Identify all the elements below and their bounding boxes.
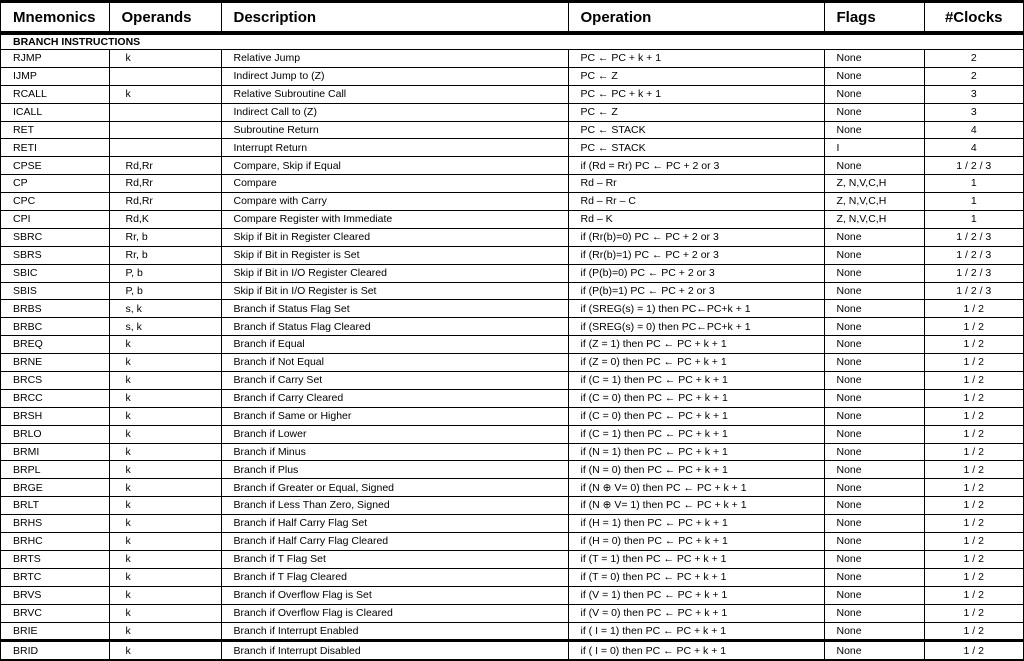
cell-description: Branch if Interrupt Enabled xyxy=(221,622,568,641)
table-row xyxy=(1,389,1023,407)
cell-clocks: 1 / 2 / 3 xyxy=(924,246,1023,264)
cell-operands: s, k xyxy=(109,318,221,336)
cell-mnemonic: BRCS xyxy=(1,372,109,390)
cell-operands: k xyxy=(109,550,221,568)
cell-operands: k xyxy=(109,443,221,461)
table-row xyxy=(1,336,1023,354)
table-row xyxy=(1,318,1023,336)
cell-clocks: 1 / 2 xyxy=(924,354,1023,372)
table-row xyxy=(1,586,1023,604)
cell-description: Compare with Carry xyxy=(221,193,568,211)
cell-flags: None xyxy=(824,568,924,586)
table-row xyxy=(1,407,1023,425)
header-flags: Flags xyxy=(824,3,924,33)
header-description: Description xyxy=(221,3,568,33)
cell-operation: if (SREG(s) = 0) then PC←PC+k + 1 xyxy=(568,318,824,336)
header-clocks: #Clocks xyxy=(924,3,1023,33)
table-row xyxy=(1,50,1023,68)
table-row xyxy=(1,515,1023,533)
cell-mnemonic: SBIC xyxy=(1,264,109,282)
cell-description: Compare, Skip if Equal xyxy=(221,157,568,175)
cell-clocks: 1 / 2 xyxy=(924,497,1023,515)
table-row xyxy=(1,246,1023,264)
cell-clocks: 1 / 2 xyxy=(924,443,1023,461)
cell-mnemonic: BRSH xyxy=(1,407,109,425)
cell-flags: None xyxy=(824,550,924,568)
cell-operands: k xyxy=(109,85,221,103)
cell-operands: k xyxy=(109,425,221,443)
cell-description: Branch if Interrupt Disabled xyxy=(221,641,568,660)
table-row xyxy=(1,622,1023,641)
cell-operation: if (P(b)=1) PC ← PC + 2 or 3 xyxy=(568,282,824,300)
table-row xyxy=(1,604,1023,622)
cell-flags: None xyxy=(824,300,924,318)
cell-operation: Rd – Rr xyxy=(568,175,824,193)
cell-flags: Z, N,V,C,H xyxy=(824,211,924,229)
cell-operands: k xyxy=(109,389,221,407)
cell-flags: None xyxy=(824,479,924,497)
table-row xyxy=(1,641,1023,660)
table-row xyxy=(1,85,1023,103)
cell-clocks: 1 / 2 xyxy=(924,461,1023,479)
table-row xyxy=(1,300,1023,318)
table-row xyxy=(1,479,1023,497)
cell-description: Interrupt Return xyxy=(221,139,568,157)
cell-flags: Z, N,V,C,H xyxy=(824,193,924,211)
cell-flags: I xyxy=(824,139,924,157)
table-row xyxy=(1,264,1023,282)
cell-description: Branch if Not Equal xyxy=(221,354,568,372)
cell-operation: if (Z = 1) then PC ← PC + k + 1 xyxy=(568,336,824,354)
cell-mnemonic: BRIE xyxy=(1,622,109,641)
cell-operation: if (Rr(b)=1) PC ← PC + 2 or 3 xyxy=(568,246,824,264)
cell-mnemonic: CPC xyxy=(1,193,109,211)
cell-mnemonic: SBRC xyxy=(1,228,109,246)
cell-flags: None xyxy=(824,85,924,103)
cell-flags: None xyxy=(824,246,924,264)
cell-mnemonic: RET xyxy=(1,121,109,139)
cell-flags: None xyxy=(824,228,924,246)
cell-mnemonic: SBRS xyxy=(1,246,109,264)
cell-description: Indirect Call to (Z) xyxy=(221,103,568,121)
cell-description: Branch if Status Flag Set xyxy=(221,300,568,318)
cell-operands: k xyxy=(109,407,221,425)
cell-clocks: 2 xyxy=(924,50,1023,68)
cell-mnemonic: BRVC xyxy=(1,604,109,622)
cell-operation: PC ← STACK xyxy=(568,139,824,157)
cell-clocks: 1 / 2 xyxy=(924,300,1023,318)
cell-operands: k xyxy=(109,586,221,604)
cell-clocks: 1 / 2 xyxy=(924,604,1023,622)
table-row xyxy=(1,103,1023,121)
cell-clocks: 1 / 2 xyxy=(924,568,1023,586)
cell-flags: Z, N,V,C,H xyxy=(824,175,924,193)
cell-mnemonic: BRID xyxy=(1,641,109,660)
cell-clocks: 1 / 2 / 3 xyxy=(924,282,1023,300)
cell-operands: k xyxy=(109,533,221,551)
cell-mnemonic: CPI xyxy=(1,211,109,229)
cell-operation: PC ← PC + k + 1 xyxy=(568,50,824,68)
cell-clocks: 4 xyxy=(924,121,1023,139)
table-row xyxy=(1,372,1023,390)
cell-mnemonic: BRTS xyxy=(1,550,109,568)
cell-mnemonic: ICALL xyxy=(1,103,109,121)
cell-mnemonic: BRTC xyxy=(1,568,109,586)
cell-operation: Rd – K xyxy=(568,211,824,229)
cell-flags: None xyxy=(824,443,924,461)
cell-operands: k xyxy=(109,479,221,497)
cell-description: Branch if Plus xyxy=(221,461,568,479)
cell-flags: None xyxy=(824,586,924,604)
cell-operands: Rd,Rr xyxy=(109,157,221,175)
cell-flags: None xyxy=(824,103,924,121)
cell-mnemonic: CP xyxy=(1,175,109,193)
table-row xyxy=(1,67,1023,85)
cell-description: Branch if Half Carry Flag Set xyxy=(221,515,568,533)
cell-clocks: 3 xyxy=(924,85,1023,103)
cell-description: Relative Jump xyxy=(221,50,568,68)
cell-operation: if (C = 1) then PC ← PC + k + 1 xyxy=(568,425,824,443)
cell-clocks: 1 / 2 xyxy=(924,586,1023,604)
cell-mnemonic: RCALL xyxy=(1,85,109,103)
table-row xyxy=(1,550,1023,568)
table-row xyxy=(1,461,1023,479)
table-row xyxy=(1,443,1023,461)
cell-clocks: 1 / 2 xyxy=(924,372,1023,390)
instruction-table xyxy=(1,3,1023,660)
cell-operation: if (T = 1) then PC ← PC + k + 1 xyxy=(568,550,824,568)
cell-operands: k xyxy=(109,497,221,515)
cell-operands: Rd,Rr xyxy=(109,193,221,211)
cell-operation: PC ← Z xyxy=(568,67,824,85)
cell-operation: if (C = 0) then PC ← PC + k + 1 xyxy=(568,407,824,425)
cell-clocks: 1 / 2 xyxy=(924,425,1023,443)
header-operands: Operands xyxy=(109,3,221,33)
table-row xyxy=(1,211,1023,229)
cell-operands: P, b xyxy=(109,282,221,300)
cell-clocks: 2 xyxy=(924,67,1023,85)
cell-clocks: 1 / 2 xyxy=(924,479,1023,497)
cell-operation: if (C = 1) then PC ← PC + k + 1 xyxy=(568,372,824,390)
cell-operands xyxy=(109,139,221,157)
cell-mnemonic: SBIS xyxy=(1,282,109,300)
table-row xyxy=(1,175,1023,193)
cell-clocks: 1 xyxy=(924,175,1023,193)
cell-mnemonic: BRCC xyxy=(1,389,109,407)
table-row xyxy=(1,121,1023,139)
cell-description: Skip if Bit in Register is Set xyxy=(221,246,568,264)
cell-clocks: 1 / 2 xyxy=(924,515,1023,533)
cell-mnemonic: RETI xyxy=(1,139,109,157)
cell-clocks: 1 xyxy=(924,193,1023,211)
cell-operands: k xyxy=(109,50,221,68)
cell-flags: None xyxy=(824,604,924,622)
table-row xyxy=(1,568,1023,586)
table-row xyxy=(1,157,1023,175)
cell-operands: k xyxy=(109,515,221,533)
cell-operation: if ( I = 1) then PC ← PC + k + 1 xyxy=(568,622,824,641)
cell-flags: None xyxy=(824,336,924,354)
cell-flags: None xyxy=(824,50,924,68)
header-row xyxy=(1,3,1023,33)
cell-flags: None xyxy=(824,372,924,390)
cell-operation: if (V = 1) then PC ← PC + k + 1 xyxy=(568,586,824,604)
cell-operands: k xyxy=(109,336,221,354)
cell-operands: k xyxy=(109,641,221,660)
table-row xyxy=(1,425,1023,443)
cell-operands xyxy=(109,103,221,121)
cell-description: Branch if Greater or Equal, Signed xyxy=(221,479,568,497)
cell-clocks: 1 / 2 xyxy=(924,622,1023,641)
cell-operation: PC ← Z xyxy=(568,103,824,121)
cell-operands: k xyxy=(109,604,221,622)
cell-description: Branch if Less Than Zero, Signed xyxy=(221,497,568,515)
table-row xyxy=(1,193,1023,211)
cell-flags: None xyxy=(824,622,924,641)
cell-description: Branch if Carry Set xyxy=(221,372,568,390)
cell-operation: if ( I = 0) then PC ← PC + k + 1 xyxy=(568,641,824,660)
cell-operands: Rd,K xyxy=(109,211,221,229)
cell-description: Indirect Jump to (Z) xyxy=(221,67,568,85)
table-row xyxy=(1,533,1023,551)
cell-description: Branch if Equal xyxy=(221,336,568,354)
cell-description: Branch if T Flag Set xyxy=(221,550,568,568)
cell-clocks: 1 / 2 / 3 xyxy=(924,228,1023,246)
cell-operands: k xyxy=(109,622,221,641)
cell-mnemonic: BRNE xyxy=(1,354,109,372)
cell-mnemonic: BRLT xyxy=(1,497,109,515)
section-title: BRANCH INSTRUCTIONS xyxy=(1,33,1023,50)
cell-flags: None xyxy=(824,67,924,85)
cell-clocks: 4 xyxy=(924,139,1023,157)
cell-flags: None xyxy=(824,264,924,282)
cell-clocks: 1 / 2 xyxy=(924,336,1023,354)
cell-clocks: 1 / 2 / 3 xyxy=(924,157,1023,175)
cell-flags: None xyxy=(824,318,924,336)
cell-description: Branch if Half Carry Flag Cleared xyxy=(221,533,568,551)
cell-operation: if (H = 0) then PC ← PC + k + 1 xyxy=(568,533,824,551)
cell-flags: None xyxy=(824,157,924,175)
cell-operands: Rr, b xyxy=(109,228,221,246)
cell-flags: None xyxy=(824,497,924,515)
cell-mnemonic: BRBC xyxy=(1,318,109,336)
cell-operands: P, b xyxy=(109,264,221,282)
cell-clocks: 1 / 2 xyxy=(924,389,1023,407)
cell-operation: if (C = 0) then PC ← PC + k + 1 xyxy=(568,389,824,407)
cell-mnemonic: BRBS xyxy=(1,300,109,318)
header-operation: Operation xyxy=(568,3,824,33)
cell-flags: None xyxy=(824,641,924,660)
cell-flags: None xyxy=(824,354,924,372)
cell-mnemonic: BREQ xyxy=(1,336,109,354)
cell-operation: if (Rr(b)=0) PC ← PC + 2 or 3 xyxy=(568,228,824,246)
cell-mnemonic: BRHC xyxy=(1,533,109,551)
cell-description: Branch if Carry Cleared xyxy=(221,389,568,407)
cell-clocks: 1 / 2 xyxy=(924,318,1023,336)
cell-description: Branch if T Flag Cleared xyxy=(221,568,568,586)
cell-flags: None xyxy=(824,515,924,533)
cell-operation: if (P(b)=0) PC ← PC + 2 or 3 xyxy=(568,264,824,282)
cell-operation: if (H = 1) then PC ← PC + k + 1 xyxy=(568,515,824,533)
cell-operands: k xyxy=(109,461,221,479)
cell-operation: if (N = 1) then PC ← PC + k + 1 xyxy=(568,443,824,461)
cell-description: Branch if Same or Higher xyxy=(221,407,568,425)
cell-flags: None xyxy=(824,461,924,479)
cell-mnemonic: CPSE xyxy=(1,157,109,175)
cell-description: Compare xyxy=(221,175,568,193)
cell-description: Branch if Minus xyxy=(221,443,568,461)
cell-flags: None xyxy=(824,282,924,300)
section-row xyxy=(1,33,1023,50)
cell-description: Branch if Lower xyxy=(221,425,568,443)
cell-operation: if (V = 0) then PC ← PC + k + 1 xyxy=(568,604,824,622)
cell-mnemonic: BRMI xyxy=(1,443,109,461)
cell-description: Relative Subroutine Call xyxy=(221,85,568,103)
table-row xyxy=(1,228,1023,246)
cell-clocks: 1 xyxy=(924,211,1023,229)
cell-operation: if (Rd = Rr) PC ← PC + 2 or 3 xyxy=(568,157,824,175)
cell-clocks: 1 / 2 xyxy=(924,533,1023,551)
cell-description: Branch if Status Flag Cleared xyxy=(221,318,568,336)
cell-operation: if (T = 0) then PC ← PC + k + 1 xyxy=(568,568,824,586)
cell-operation: PC ← STACK xyxy=(568,121,824,139)
cell-operands: Rd,Rr xyxy=(109,175,221,193)
cell-mnemonic: RJMP xyxy=(1,50,109,68)
cell-operands xyxy=(109,67,221,85)
cell-operands xyxy=(109,121,221,139)
cell-operands: k xyxy=(109,372,221,390)
table-row xyxy=(1,354,1023,372)
cell-clocks: 1 / 2 xyxy=(924,407,1023,425)
table-row xyxy=(1,139,1023,157)
cell-operation: if (Z = 0) then PC ← PC + k + 1 xyxy=(568,354,824,372)
cell-description: Subroutine Return xyxy=(221,121,568,139)
cell-description: Skip if Bit in Register Cleared xyxy=(221,228,568,246)
cell-description: Skip if Bit in I/O Register is Set xyxy=(221,282,568,300)
header-mnemonics: Mnemonics xyxy=(1,3,109,33)
cell-operation: if (SREG(s) = 1) then PC←PC+k + 1 xyxy=(568,300,824,318)
cell-description: Branch if Overflow Flag is Set xyxy=(221,586,568,604)
table-row xyxy=(1,282,1023,300)
cell-operands: s, k xyxy=(109,300,221,318)
cell-operands: k xyxy=(109,568,221,586)
cell-flags: None xyxy=(824,533,924,551)
cell-mnemonic: IJMP xyxy=(1,67,109,85)
cell-mnemonic: BRGE xyxy=(1,479,109,497)
table-row xyxy=(1,497,1023,515)
cell-flags: None xyxy=(824,389,924,407)
cell-flags: None xyxy=(824,425,924,443)
cell-clocks: 1 / 2 / 3 xyxy=(924,264,1023,282)
cell-flags: None xyxy=(824,407,924,425)
cell-description: Skip if Bit in I/O Register Cleared xyxy=(221,264,568,282)
cell-operation: PC ← PC + k + 1 xyxy=(568,85,824,103)
cell-operation: if (N ⊕ V= 0) then PC ← PC + k + 1 xyxy=(568,479,824,497)
cell-description: Compare Register with Immediate xyxy=(221,211,568,229)
cell-operation: Rd – Rr – C xyxy=(568,193,824,211)
cell-operands: Rr, b xyxy=(109,246,221,264)
cell-mnemonic: BRPL xyxy=(1,461,109,479)
cell-clocks: 1 / 2 xyxy=(924,641,1023,660)
cell-clocks: 1 / 2 xyxy=(924,550,1023,568)
cell-mnemonic: BRHS xyxy=(1,515,109,533)
cell-operation: if (N = 0) then PC ← PC + k + 1 xyxy=(568,461,824,479)
cell-operation: if (N ⊕ V= 1) then PC ← PC + k + 1 xyxy=(568,497,824,515)
cell-flags: None xyxy=(824,121,924,139)
cell-clocks: 3 xyxy=(924,103,1023,121)
cell-description: Branch if Overflow Flag is Cleared xyxy=(221,604,568,622)
cell-mnemonic: BRLO xyxy=(1,425,109,443)
cell-mnemonic: BRVS xyxy=(1,586,109,604)
cell-operands: k xyxy=(109,354,221,372)
